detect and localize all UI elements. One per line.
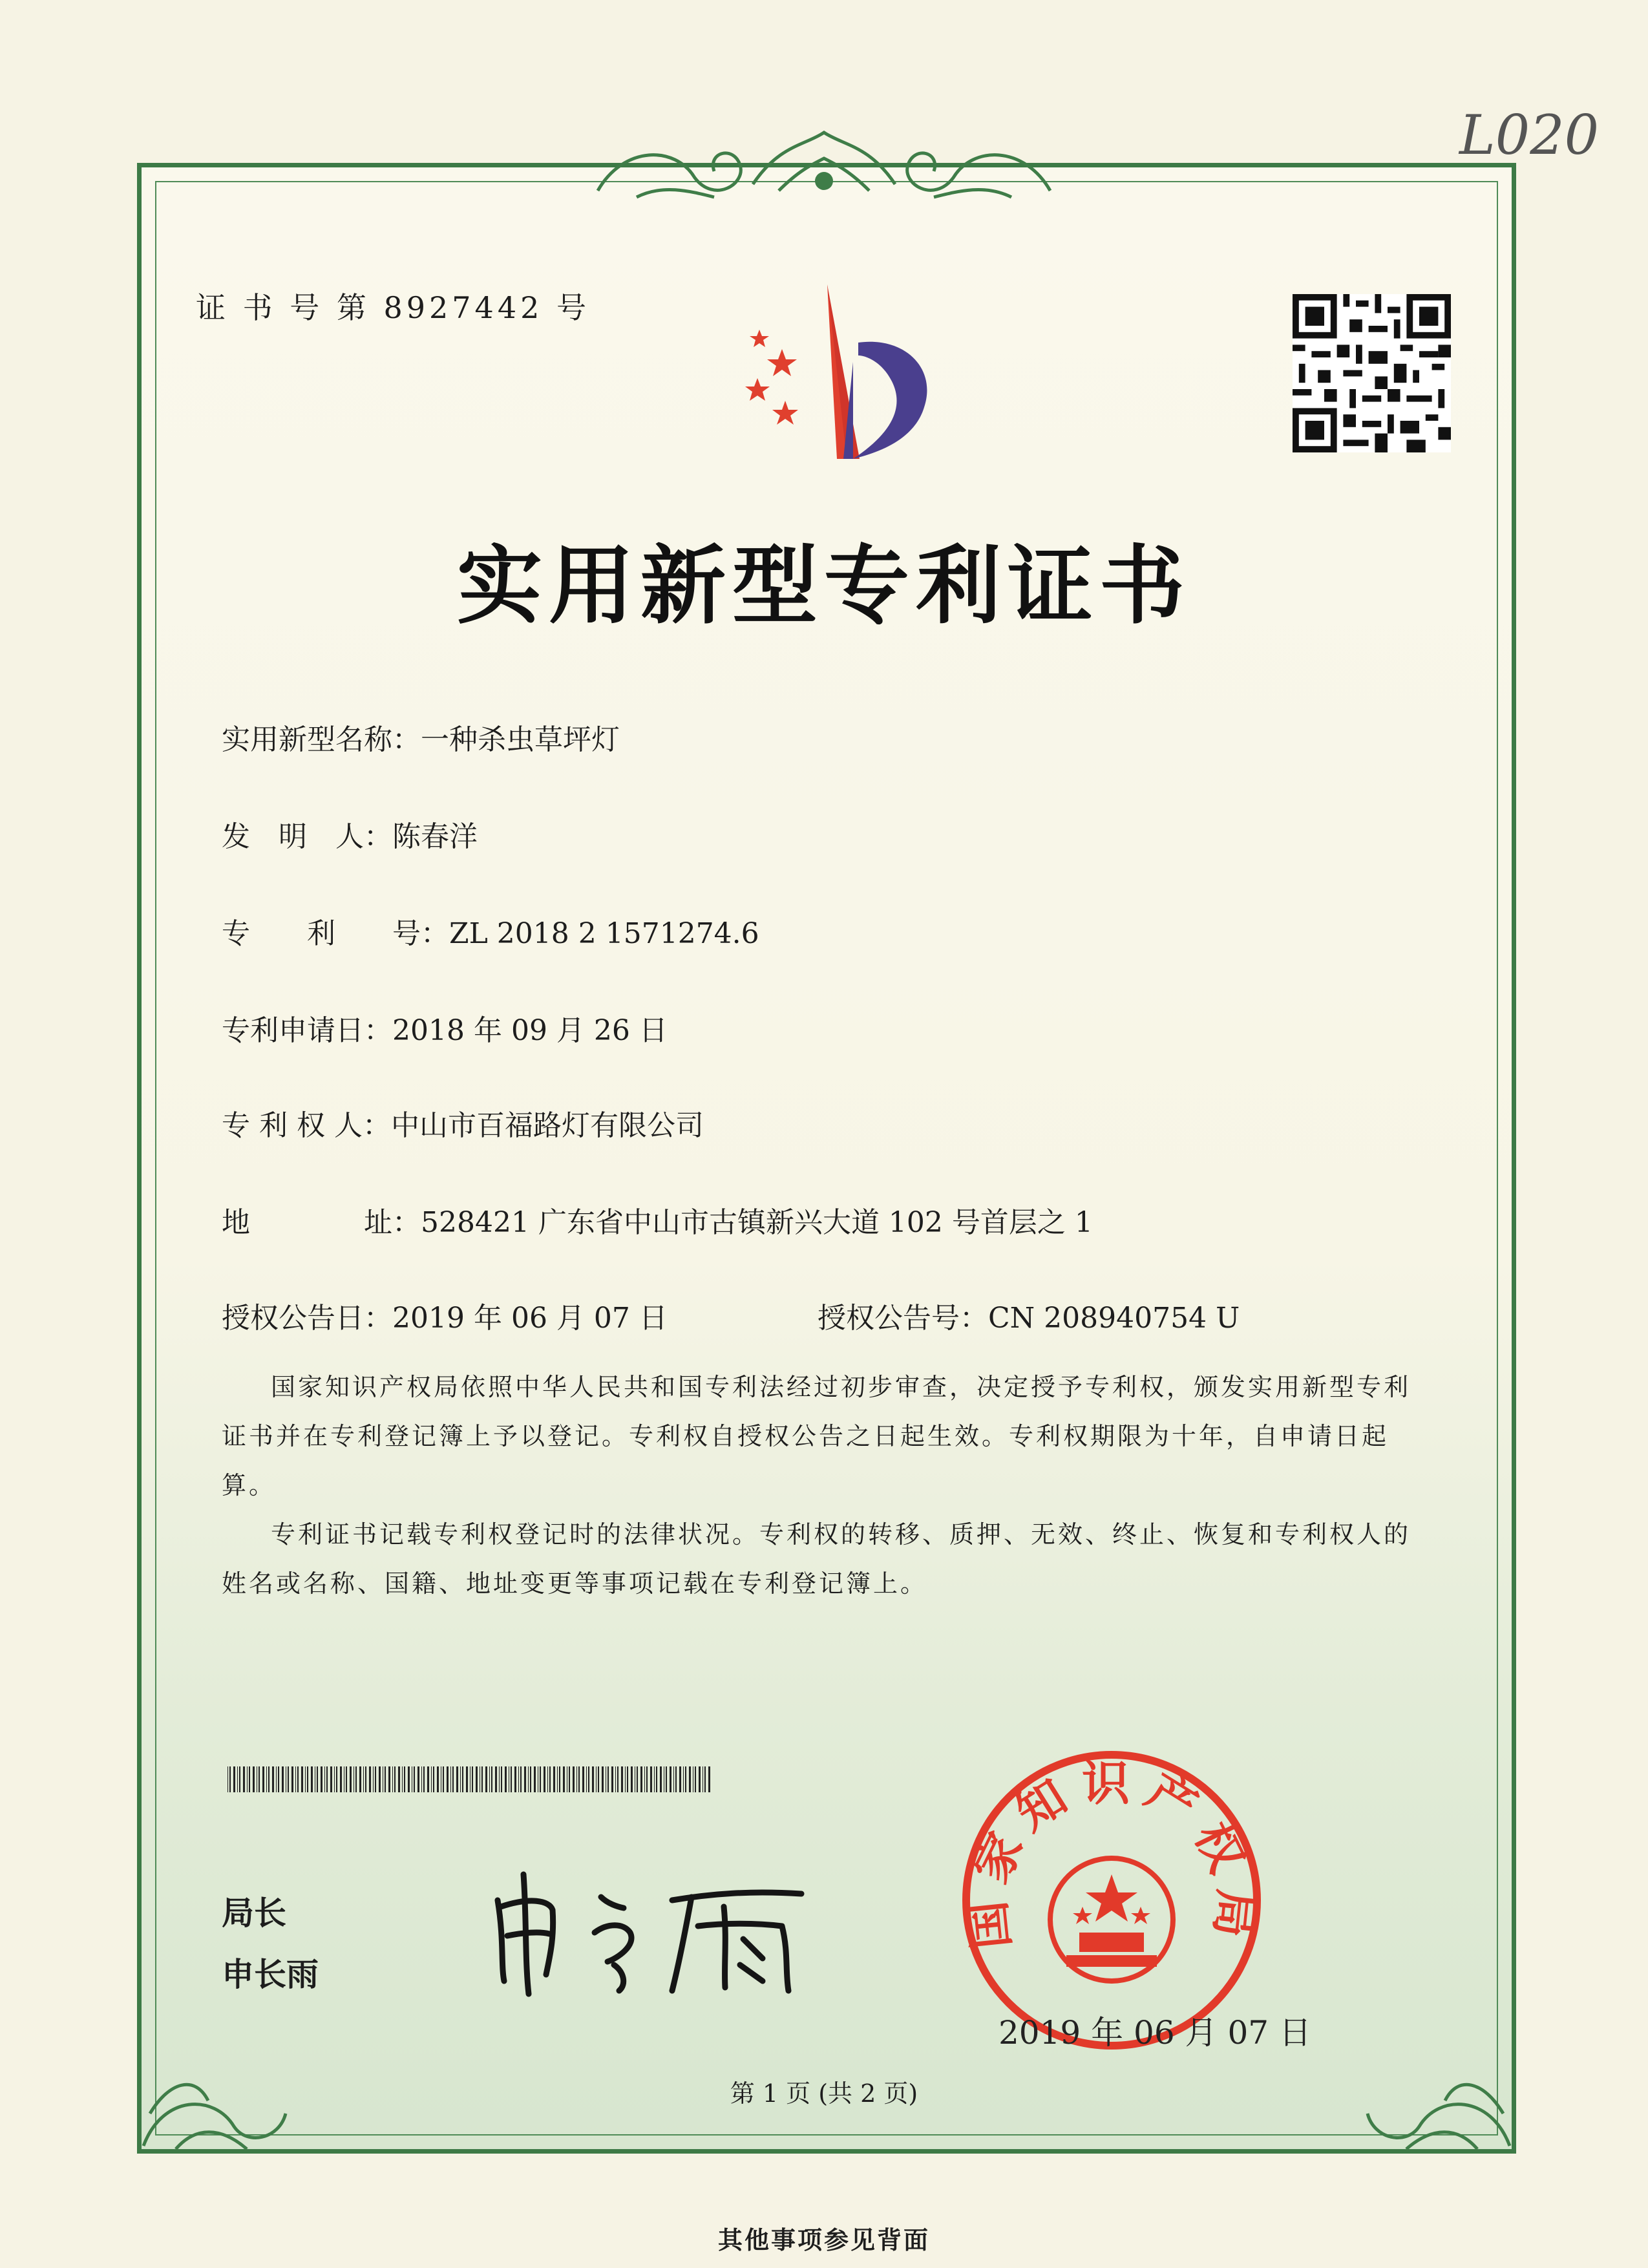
field-utility-model-name — [222, 716, 620, 758]
barcode-bar — [544, 1766, 545, 1792]
barcode-bar — [660, 1766, 662, 1792]
qr-code — [1293, 294, 1451, 452]
field-patentee — [222, 1102, 704, 1143]
barcode-bar — [305, 1766, 306, 1792]
barcode-bar — [617, 1766, 618, 1792]
barcode-bar — [524, 1766, 526, 1792]
field-value: 中山市百福路灯有限公司 — [390, 1109, 704, 1142]
certificate-title: 实用新型专利证书 — [457, 536, 1191, 636]
footer-note: 其他事项参见背面 — [717, 2225, 930, 2254]
barcode-bar — [499, 1766, 500, 1792]
barcode-bar — [417, 1766, 419, 1792]
barcode-bar — [291, 1766, 293, 1792]
barcode-bar — [414, 1766, 415, 1792]
field-value: 2018 年 09 月 26 日 — [392, 1014, 668, 1047]
barcode-bar — [557, 1766, 558, 1792]
barcode-bar — [592, 1766, 594, 1792]
barcode-bar — [656, 1766, 657, 1792]
barcode-bar — [685, 1766, 686, 1792]
barcode-bar — [233, 1766, 235, 1792]
barcode-bar — [326, 1766, 328, 1792]
barcode-bar — [704, 1766, 706, 1792]
barcode-bar — [398, 1766, 400, 1792]
body-paragraph-1: 国家知识产权局依照中华人民共和国专利法经过初步审查，决定授予专利权，颁发实用新型专利证书并在专利登记簿上予以登记。专利权自授权公告之日起生效。专利权期限为十年，自申请日起算。 — [222, 1373, 1411, 1500]
barcode-bar — [666, 1766, 667, 1792]
barcode-bar — [321, 1766, 322, 1792]
barcode-bar — [472, 1766, 473, 1792]
barcode-bar — [708, 1766, 710, 1792]
barcode-bar — [491, 1766, 492, 1792]
field-filing-date — [222, 1007, 668, 1048]
barcode-bar — [253, 1766, 255, 1792]
field-label: 授权公告号： — [818, 1302, 988, 1335]
barcode-bar — [654, 1766, 655, 1792]
seal-text: 国家知识产权局 — [958, 1755, 1265, 1952]
barcode-bar — [569, 1766, 570, 1792]
barcode-bar — [578, 1766, 580, 1792]
barcode-bar — [427, 1766, 429, 1792]
barcode-bar — [462, 1766, 463, 1792]
official-name: 申长雨 — [222, 1956, 319, 1993]
barcode-bar — [249, 1766, 250, 1792]
field-patent-number — [222, 910, 759, 951]
barcode-bar — [505, 1766, 507, 1792]
barcode-bar — [573, 1766, 575, 1792]
barcode-bar — [311, 1766, 313, 1792]
barcode-bar — [553, 1766, 555, 1792]
barcode-bar — [673, 1766, 674, 1792]
barcode-bar — [272, 1766, 274, 1792]
handwritten-note: L020 — [1459, 103, 1600, 167]
body-paragraph-2: 专利证书记载专利权登记时的法律状况。专利权的转移、质押、无效、终止、恢复和专利权人的姓名或名称、国籍、地址变更等事项记载在专利登记簿上。 — [222, 1520, 1411, 1598]
barcode-bar — [307, 1766, 308, 1792]
barcode-bar — [625, 1766, 626, 1792]
barcode-bar — [431, 1766, 432, 1792]
barcode-bar — [237, 1766, 238, 1792]
certificate-body — [222, 1362, 1411, 1608]
svg-text:国家知识产权局 — [958, 1756, 1264, 1952]
field-value: CN 208940754 U — [988, 1302, 1240, 1335]
barcode-bar — [350, 1766, 352, 1792]
barcode-bar — [615, 1766, 616, 1792]
barcode-bar — [404, 1766, 405, 1792]
field-address — [222, 1199, 1093, 1240]
barcode-bar — [650, 1766, 652, 1792]
barcode-bar — [530, 1766, 531, 1792]
director-signature — [478, 1861, 827, 1997]
barcode-bar — [596, 1766, 597, 1792]
barcode-bar — [675, 1766, 677, 1792]
field-value: 528421 广东省中山市古镇新兴大道 102 号首层之 1 — [421, 1206, 1093, 1239]
field-value: 陈春洋 — [392, 820, 478, 853]
barcode-bar — [268, 1766, 269, 1792]
barcode-bar — [540, 1766, 541, 1792]
barcode-bar — [334, 1766, 335, 1792]
barcode-bar — [402, 1766, 403, 1792]
barcode-bar — [433, 1766, 434, 1792]
barcode-bar — [627, 1766, 628, 1792]
barcode-bar — [607, 1766, 609, 1792]
barcode-bar — [611, 1766, 613, 1792]
barcode-bar — [602, 1766, 604, 1792]
field-value: ZL 2018 2 1571274.6 — [449, 917, 759, 950]
barcode-bar — [423, 1766, 425, 1792]
barcode-bar — [695, 1766, 696, 1792]
certificate-border-inner — [155, 181, 1498, 2136]
barcode-bar — [511, 1766, 512, 1792]
barcode-bar — [460, 1766, 461, 1792]
barcode-bar — [365, 1766, 366, 1792]
field-label: 实用新型名称： — [222, 723, 421, 756]
barcode-bar — [262, 1766, 264, 1792]
barcode-bar — [317, 1766, 318, 1792]
barcode-bar — [295, 1766, 296, 1792]
barcode-bar — [288, 1766, 289, 1792]
barcode-bar — [559, 1766, 560, 1792]
barcode-bar — [644, 1766, 645, 1792]
barcode-bar — [408, 1766, 410, 1792]
top-ornament — [585, 120, 1063, 210]
field-label: 专 利 权 人： — [222, 1109, 391, 1142]
barcode-bar — [375, 1766, 376, 1792]
barcode-bar — [520, 1766, 522, 1792]
field-grant-number — [818, 1295, 1240, 1336]
barcode-bar — [247, 1766, 248, 1792]
barcode-bar — [670, 1766, 671, 1792]
certificate-number: 证 书 号 第 8927442 号 — [196, 290, 590, 325]
barcode — [227, 1766, 711, 1792]
barcode-bar — [363, 1766, 364, 1792]
seal-date: 2019 年 06 月 07 日 — [998, 2014, 1311, 2051]
barcode-bar — [518, 1766, 519, 1792]
barcode-bar — [359, 1766, 361, 1792]
barcode-bar — [227, 1766, 228, 1792]
barcode-bar — [563, 1766, 565, 1792]
field-label: 专利申请日： — [222, 1014, 392, 1047]
barcode-bar — [330, 1766, 332, 1792]
barcode-bar — [547, 1766, 548, 1792]
barcode-bar — [495, 1766, 497, 1792]
barcode-bar — [276, 1766, 277, 1792]
barcode-bar — [437, 1766, 439, 1792]
barcode-bar — [388, 1766, 390, 1792]
barcode-bar — [229, 1766, 231, 1792]
barcode-bar — [466, 1766, 468, 1792]
field-label: 专 利 号： — [222, 917, 449, 950]
barcode-bar — [346, 1766, 347, 1792]
barcode-bar — [278, 1766, 279, 1792]
barcode-bar — [476, 1766, 478, 1792]
barcode-bar — [456, 1766, 458, 1792]
barcode-bar — [640, 1766, 642, 1792]
page-indicator: 第 1 页 (共 2 页) — [730, 2079, 918, 2108]
field-value: 2019 年 06 月 07 日 — [392, 1302, 668, 1335]
barcode-bar — [340, 1766, 342, 1792]
barcode-bar — [239, 1766, 240, 1792]
official-title: 局长 — [222, 1894, 286, 1932]
field-label: 地 址： — [222, 1206, 421, 1239]
barcode-bar — [481, 1766, 483, 1792]
barcode-bar — [355, 1766, 357, 1792]
barcode-bar — [549, 1766, 551, 1792]
barcode-bar — [266, 1766, 267, 1792]
barcode-bar — [679, 1766, 681, 1792]
barcode-bar — [598, 1766, 599, 1792]
barcode-bar — [576, 1766, 577, 1792]
barcode-bar — [689, 1766, 691, 1792]
barcode-bar — [369, 1766, 371, 1792]
cnipa-logo — [698, 265, 944, 472]
barcode-bar — [443, 1766, 444, 1792]
barcode-bar — [373, 1766, 374, 1792]
barcode-bar — [301, 1766, 303, 1792]
barcode-bar — [683, 1766, 684, 1792]
field-inventor — [222, 813, 478, 854]
barcode-bar — [336, 1766, 337, 1792]
barcode-bar — [392, 1766, 393, 1792]
barcode-bar — [582, 1766, 584, 1792]
barcode-bar — [447, 1766, 449, 1792]
barcode-bar — [621, 1766, 623, 1792]
barcode-bar — [646, 1766, 648, 1792]
barcode-bar — [324, 1766, 325, 1792]
barcode-bar — [243, 1766, 245, 1792]
barcode-bar — [501, 1766, 502, 1792]
barcode-bar — [485, 1766, 487, 1792]
barcode-bar — [385, 1766, 386, 1792]
barcode-bar — [699, 1766, 701, 1792]
barcode-bar — [637, 1766, 638, 1792]
barcode-bar — [514, 1766, 516, 1792]
barcode-bar — [282, 1766, 284, 1792]
barcode-bar — [588, 1766, 589, 1792]
barcode-bar — [452, 1766, 454, 1792]
barcode-bar — [421, 1766, 422, 1792]
barcode-bar — [297, 1766, 299, 1792]
barcode-bar — [450, 1766, 451, 1792]
barcode-bar — [534, 1766, 536, 1792]
field-label: 授权公告日： — [222, 1302, 392, 1335]
field-value: 一种杀虫草坪灯 — [421, 723, 620, 756]
barcode-bar — [259, 1766, 260, 1792]
field-grant-date — [222, 1295, 668, 1336]
barcode-bar — [528, 1766, 529, 1792]
barcode-bar — [379, 1766, 381, 1792]
barcode-bar — [489, 1766, 490, 1792]
barcode-bar — [586, 1766, 587, 1792]
barcode-bar — [631, 1766, 633, 1792]
field-label: 发 明 人： — [222, 820, 392, 853]
barcode-bar — [394, 1766, 396, 1792]
